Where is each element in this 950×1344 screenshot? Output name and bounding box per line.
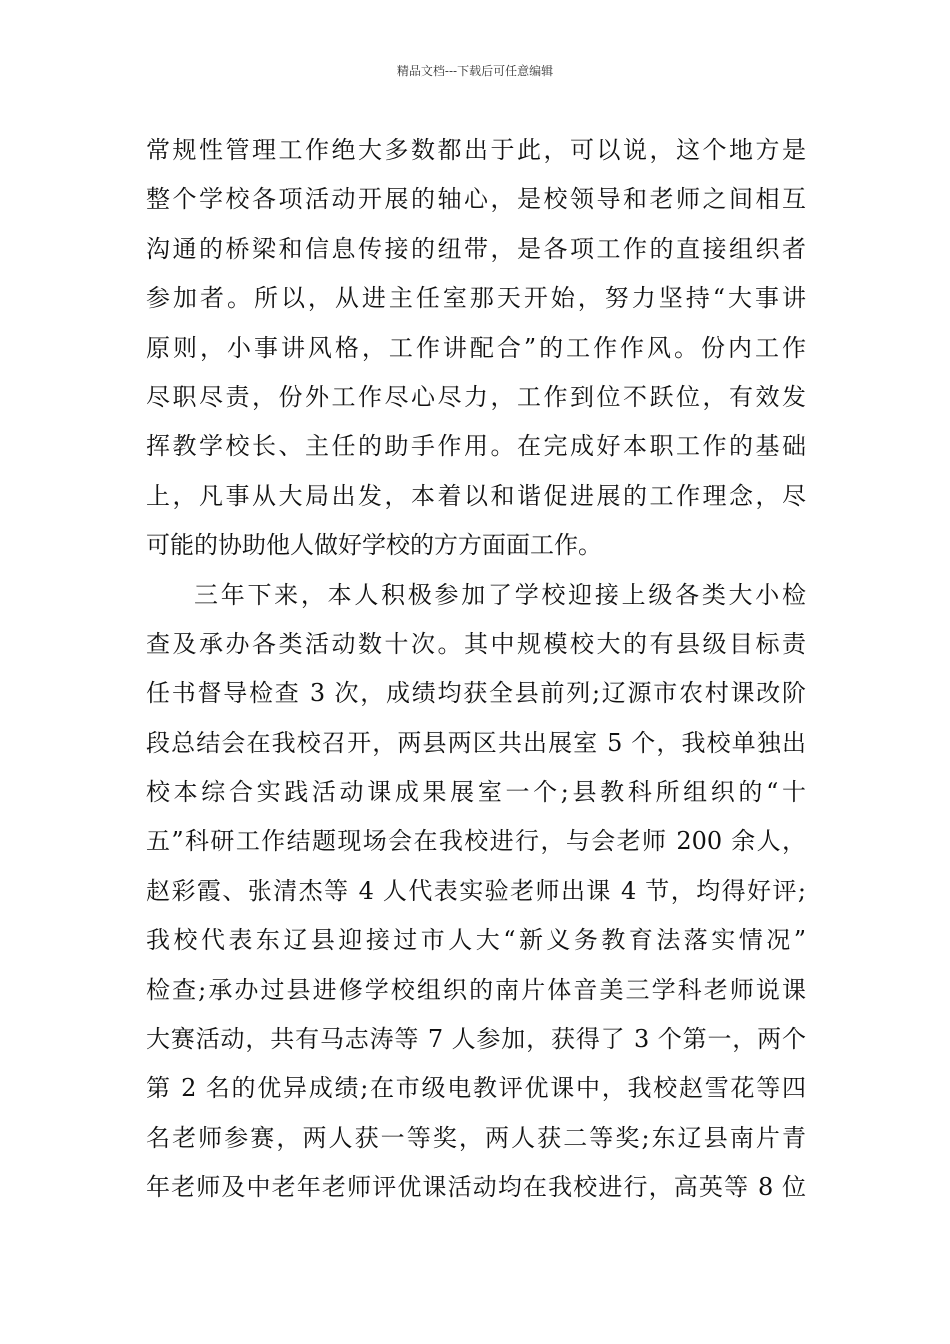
text-line: 校本综合实践活动课成果展室一个;县教科所组织的“十 (146, 778, 806, 807)
text-line: 参加者。所以，从进主任室那天开始，努力坚持“大事讲 (146, 284, 806, 313)
text-line: 三年下来，本人积极参加了学校迎接上级各类大小检 (194, 580, 806, 609)
text-line: 查及承办各类活动数十次。其中规模校大的有县级目标责 (146, 629, 806, 658)
text-line: 整个学校各项活动开展的轴心，是校领导和老师之间相互 (146, 185, 806, 214)
text-line: 第 2 名的优异成绩;在市级电教评优课中，我校赵雪花等四 (146, 1074, 806, 1103)
text-line: 任书督导检查 3 次，成绩均获全县前列;辽源市农村课改阶 (146, 679, 806, 708)
text-line: 原则，小事讲风格，工作讲配合”的工作作风。份内工作 (146, 333, 806, 362)
text-line: 尽职尽责，份外工作尽心尽力，工作到位不跃位，有效发 (146, 382, 806, 411)
text-line: 沟通的桥梁和信息传接的纽带，是各项工作的直接组织者 (146, 234, 806, 263)
text-line: 我校代表东辽县迎接过市人大“新义务教育法落实情况” (146, 926, 806, 955)
paragraph-2 (146, 571, 806, 1213)
page-header: 精品文档---下载后可任意编辑 (396, 64, 554, 78)
text-line: 常规性管理工作绝大多数都出于此，可以说，这个地方是 (146, 136, 806, 164)
paragraph-1 (146, 126, 806, 571)
text-line: 大赛活动，共有马志涛等 7 人参加，获得了 3 个第一，两个 (146, 1025, 806, 1054)
document-body (146, 126, 806, 1213)
text-line: 年老师及中老年老师评优课活动均在我校进行，高英等 8 位 (146, 1173, 806, 1202)
text-line: 名老师参赛，两人获一等奖，两人获二等奖;东辽县南片青 (146, 1123, 806, 1152)
text-line: 可能的协助他人做好学校的方方面面工作。 (146, 531, 602, 560)
text-line: 赵彩霞、张清杰等 4 人代表实验老师出课 4 节，均得好评; (146, 876, 806, 905)
text-line: 上，凡事从大局出发，本着以和谐促进展的工作理念，尽 (146, 481, 806, 510)
text-line: 挥教学校长、主任的助手作用。在完成好本职工作的基础 (146, 432, 806, 461)
text-line: 五”科研工作结题现场会在我校进行，与会老师 200 余人， (146, 827, 806, 856)
text-line: 段总结会在我校召开，两县两区共出展室 5 个，我校单独出 (146, 728, 806, 757)
text-line: 检查;承办过县进修学校组织的南片体音美三学科老师说课 (146, 975, 806, 1004)
